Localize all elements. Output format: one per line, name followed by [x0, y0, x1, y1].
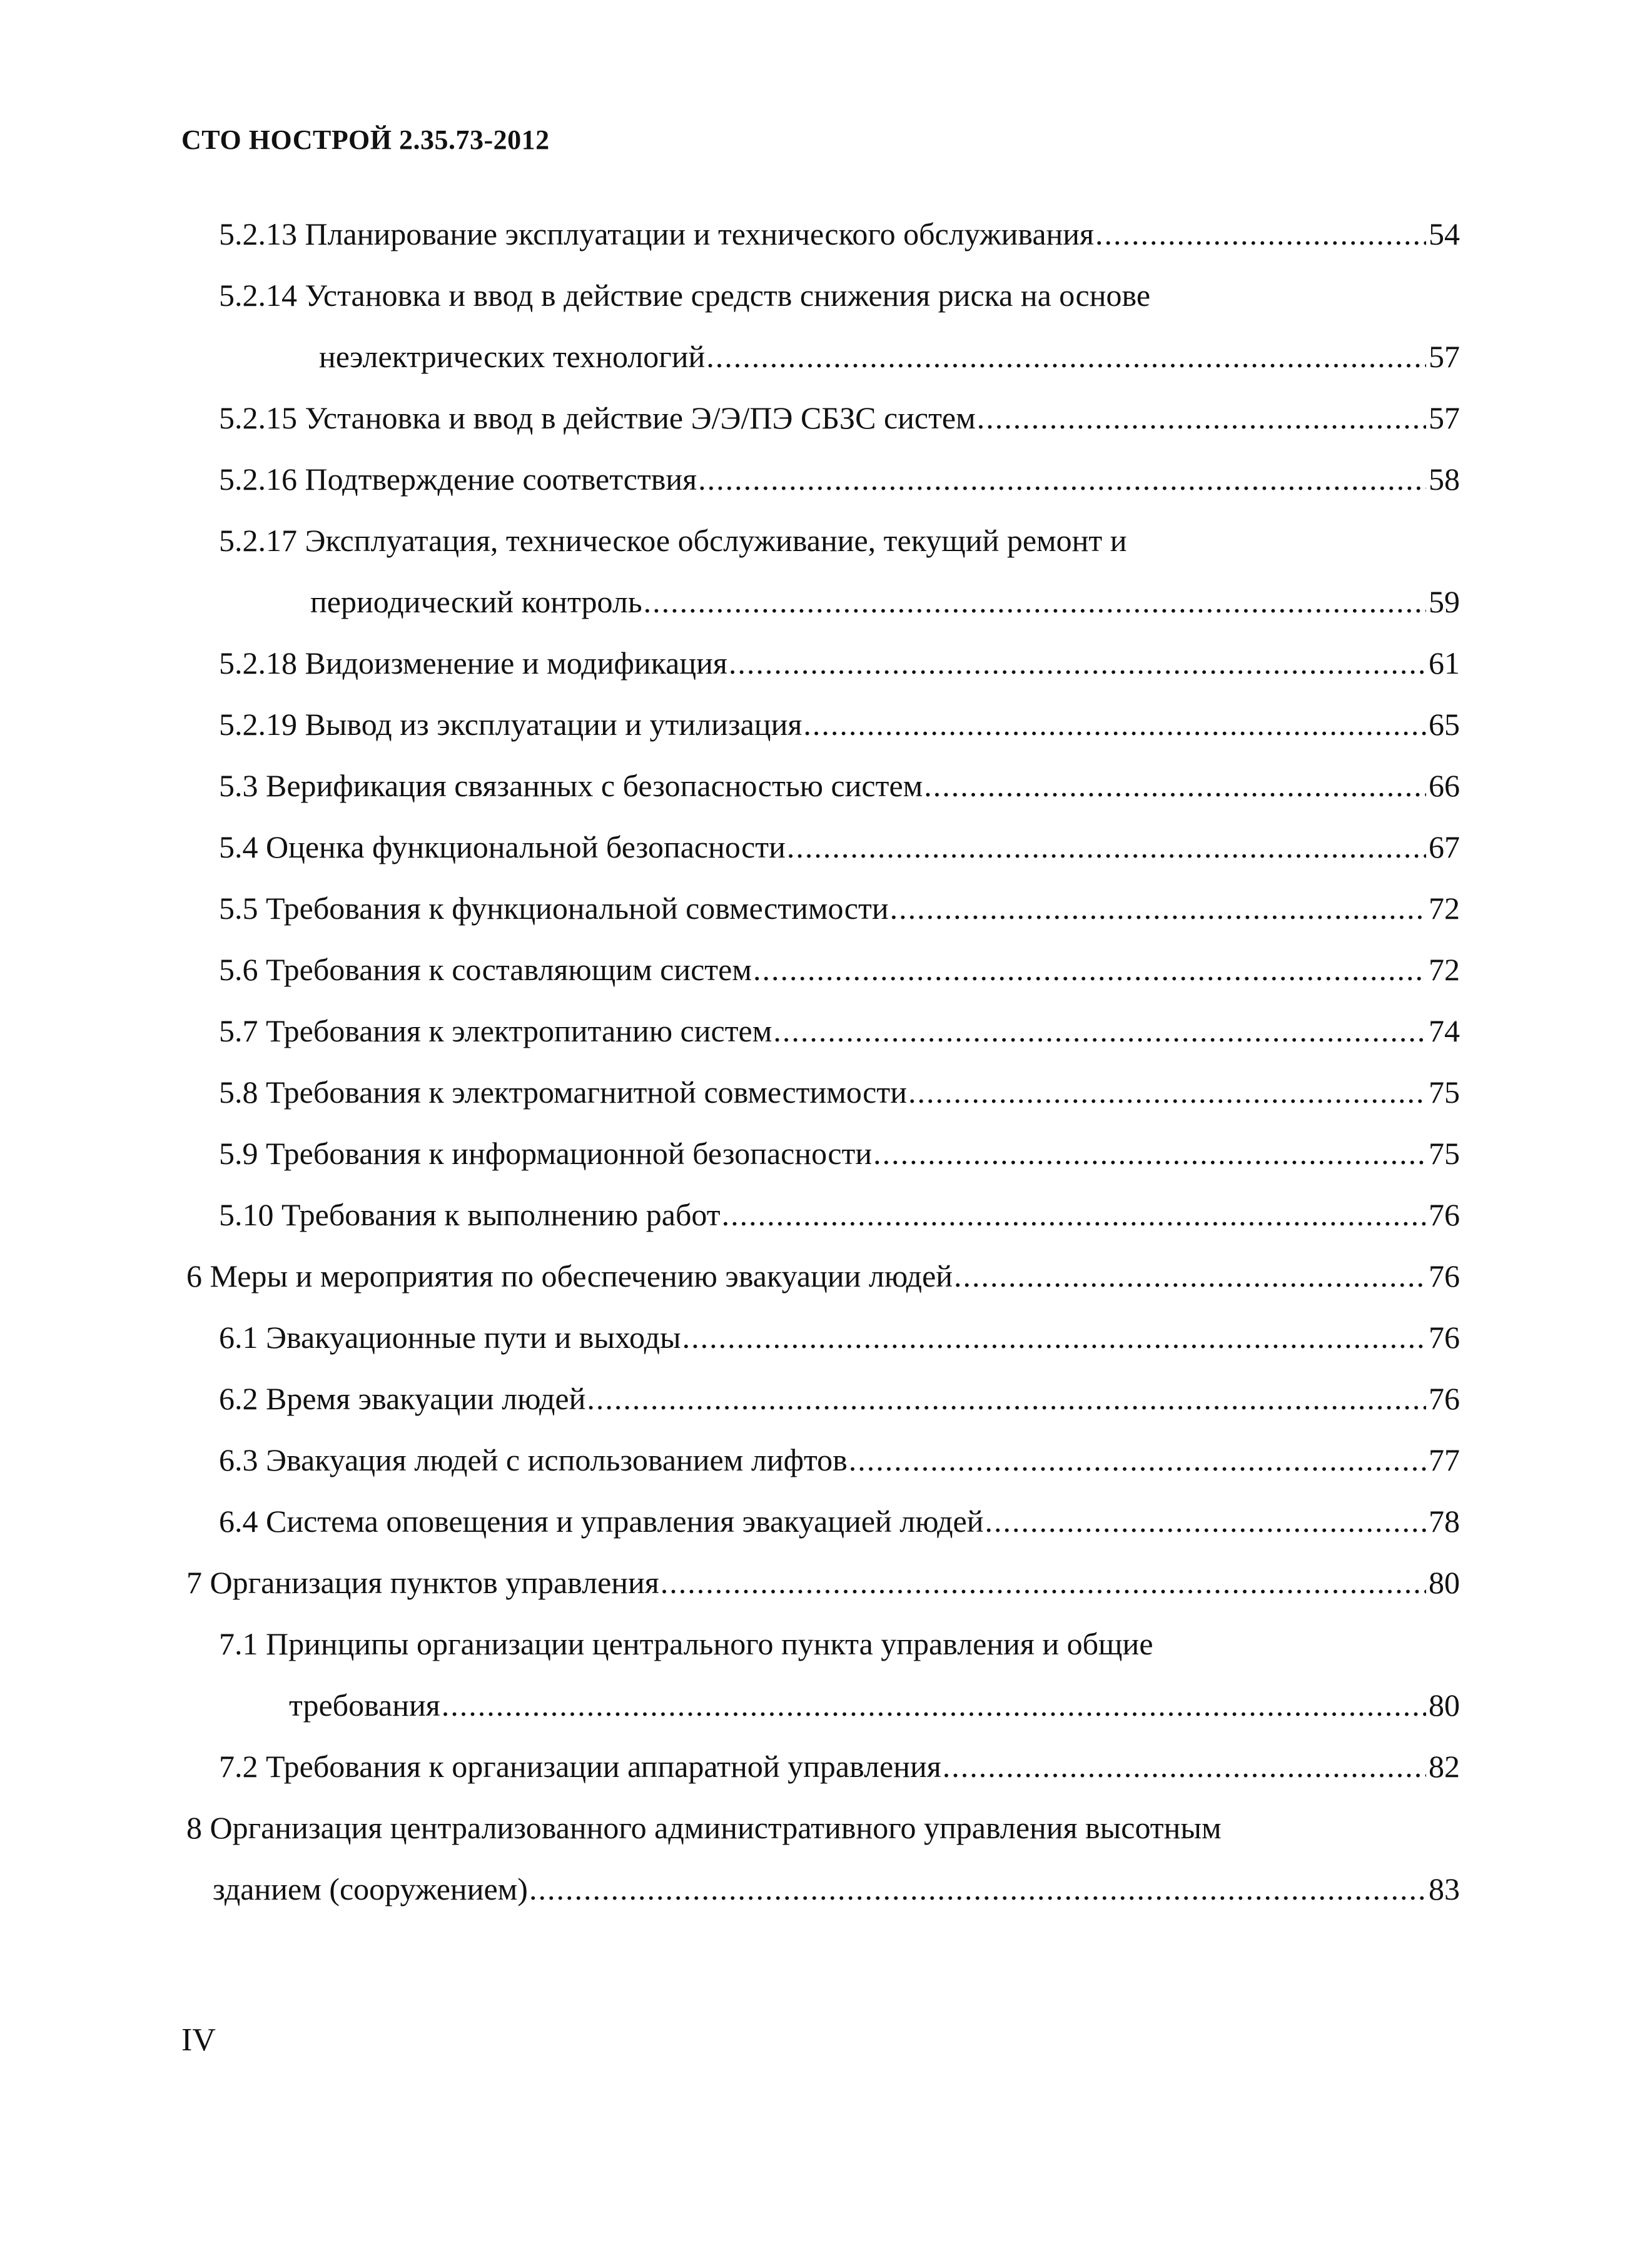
toc-entry-page: 78 [1429, 1504, 1460, 1539]
toc-entry-title: 6.1 Эвакуационные пути и выходы [219, 1320, 681, 1355]
toc-leader-dots [753, 951, 1426, 988]
toc-entry-page: 80 [1429, 1688, 1460, 1723]
toc-entry-page: 65 [1429, 707, 1460, 742]
toc-entry[interactable] [219, 215, 1460, 253]
toc-entry-page: 58 [1429, 462, 1460, 497]
toc-entry-continuation[interactable] [310, 583, 1460, 620]
toc-leader-dots [722, 1196, 1426, 1233]
toc-entry-page: 61 [1429, 645, 1460, 681]
toc-entry[interactable] [219, 1073, 1460, 1111]
toc-entry-title: 5.10 Требования к выполнению работ [219, 1197, 721, 1232]
toc-leader-dots [773, 1012, 1426, 1050]
toc-entry[interactable] [219, 1319, 1460, 1356]
toc-leader-dots [442, 1686, 1426, 1724]
toc-entry-page: 82 [1429, 1749, 1460, 1784]
toc-entry-title: 6.4 Система оповещения и управления эвакуацией людей [219, 1504, 984, 1539]
toc-entry-page: 77 [1429, 1442, 1460, 1477]
toc-entry[interactable] [219, 1380, 1460, 1417]
toc-leader-dots [1095, 215, 1426, 253]
toc-entry-title: 5.8 Требования к электромагнитной совместимости [219, 1075, 907, 1110]
toc-entry-continuation[interactable] [213, 1870, 1460, 1908]
toc-entry-title-cont: периодический контроль [310, 584, 642, 619]
toc-entry[interactable] [186, 1257, 1460, 1295]
toc-entry-page: 75 [1429, 1075, 1460, 1110]
toc-entry[interactable] [219, 522, 1460, 559]
toc-entry-title: 5.2.13 Планирование эксплуатации и технического обслуживания [219, 216, 1095, 251]
toc-entry-title: 8 Организация централизованного административного управления высотным [186, 1810, 1222, 1845]
toc-entry[interactable] [219, 1502, 1460, 1540]
toc-entry-title: 5.2.15 Установка и ввод в действие Э/Э/ПЭ СБЗС систем [219, 400, 976, 435]
toc-leader-dots [890, 889, 1426, 927]
toc-leader-dots [644, 583, 1426, 620]
toc-leader-dots [787, 828, 1426, 866]
toc-leader-dots [587, 1380, 1426, 1417]
toc-leader-dots [985, 1502, 1426, 1540]
toc-entry-title: 5.9 Требования к информационной безопасности [219, 1136, 873, 1171]
toc-leader-dots [803, 706, 1426, 743]
toc-entry-page: 76 [1429, 1381, 1460, 1416]
toc-entry-page: 76 [1429, 1258, 1460, 1293]
toc-entry-page: 66 [1429, 768, 1460, 803]
toc-entry[interactable] [219, 951, 1460, 988]
toc-entry[interactable] [219, 1012, 1460, 1050]
toc-leader-dots [849, 1441, 1426, 1479]
toc-entry-page: 76 [1429, 1320, 1460, 1355]
toc-entry-page: 83 [1429, 1871, 1460, 1906]
toc-leader-dots [706, 338, 1426, 375]
toc-entry-title: 5.2.16 Подтверждение соответствия [219, 462, 697, 497]
toc-entry-title: 6.2 Время эвакуации людей [219, 1381, 586, 1416]
toc-leader-dots [529, 1870, 1426, 1908]
toc-entry-page: 75 [1429, 1136, 1460, 1171]
toc-leader-dots [954, 1257, 1426, 1295]
document-header: СТО НОСТРОЙ 2.35.73-2012 [181, 124, 550, 155]
toc-entry[interactable] [219, 1748, 1460, 1785]
toc-entry[interactable] [219, 1441, 1460, 1479]
toc-entry-title: 7 Организация пунктов управления [186, 1565, 659, 1600]
toc-entry[interactable] [219, 1625, 1460, 1663]
toc-leader-dots [698, 460, 1426, 498]
toc-leader-dots [977, 399, 1426, 437]
toc-entry-page: 57 [1429, 400, 1460, 435]
toc-entry-title: 5.3 Верификация связанных с безопасностью систем [219, 768, 923, 803]
toc-entry-page: 54 [1429, 216, 1460, 251]
toc-leader-dots [943, 1748, 1426, 1785]
toc-entry-page: 72 [1429, 952, 1460, 987]
toc-entry-title: 5.4 Оценка функциональной безопасности [219, 829, 786, 864]
toc-entry-continuation[interactable] [319, 338, 1460, 375]
toc-entry-title: 5.5 Требования к функциональной совместимости [219, 891, 889, 926]
toc-entry-page: 74 [1429, 1013, 1460, 1048]
toc-entry[interactable] [186, 1564, 1460, 1601]
toc-entry[interactable] [219, 828, 1460, 866]
toc-leader-dots [873, 1135, 1426, 1172]
page-number: IV [181, 2022, 216, 2058]
toc-entry[interactable] [219, 1135, 1460, 1172]
toc-entry-title: 6 Меры и мероприятия по обеспечению эвакуации людей [186, 1258, 953, 1293]
toc-entry-title-cont: требования [289, 1688, 440, 1723]
toc-entry-page: 80 [1429, 1565, 1460, 1600]
toc-entry-page: 76 [1429, 1197, 1460, 1232]
toc-entry[interactable] [219, 1196, 1460, 1233]
toc-leader-dots [682, 1319, 1426, 1356]
toc-entry-title-cont: зданием (сооружением) [213, 1871, 528, 1906]
toc-entry-page: 67 [1429, 829, 1460, 864]
toc-entry[interactable] [219, 399, 1460, 437]
toc-leader-dots [908, 1073, 1426, 1111]
toc-leader-dots [661, 1564, 1426, 1601]
toc-entry-title: 7.1 Принципы организации центрального пункта управления и общие [219, 1626, 1153, 1661]
toc-entry-continuation[interactable] [289, 1686, 1460, 1724]
toc-entry-title: 5.2.17 Эксплуатация, техническое обслуживание, текущий ремонт и [219, 523, 1127, 558]
toc-entry[interactable] [219, 706, 1460, 743]
toc-entry[interactable] [186, 1809, 1460, 1846]
toc-entry-title: 5.2.19 Вывод из эксплуатации и утилизация [219, 707, 802, 742]
toc-leader-dots [729, 644, 1426, 682]
toc-entry-title: 5.2.18 Видоизменение и модификация [219, 645, 727, 681]
toc-entry-page: 72 [1429, 891, 1460, 926]
toc-entry[interactable] [219, 276, 1460, 314]
toc-entry-title: 7.2 Требования к организации аппаратной управления [219, 1749, 941, 1784]
toc-entry-title-cont: неэлектрических технологий [319, 339, 706, 374]
toc-entry[interactable] [219, 889, 1460, 927]
toc-leader-dots [924, 767, 1426, 804]
toc-entry-page: 57 [1429, 339, 1460, 374]
toc-entry[interactable] [219, 767, 1460, 804]
toc-entry-title: 5.2.14 Установка и ввод в действие средств снижения риска на основе [219, 278, 1151, 313]
toc-entry-title: 5.6 Требования к составляющим систем [219, 952, 752, 987]
toc-entry-page: 59 [1429, 584, 1460, 619]
toc-entry[interactable] [219, 644, 1460, 682]
toc-entry-title: 5.7 Требования к электропитанию систем [219, 1013, 772, 1048]
toc-entry-title: 6.3 Эвакуация людей с использованием лифтов [219, 1442, 848, 1477]
toc-entry[interactable] [219, 460, 1460, 498]
